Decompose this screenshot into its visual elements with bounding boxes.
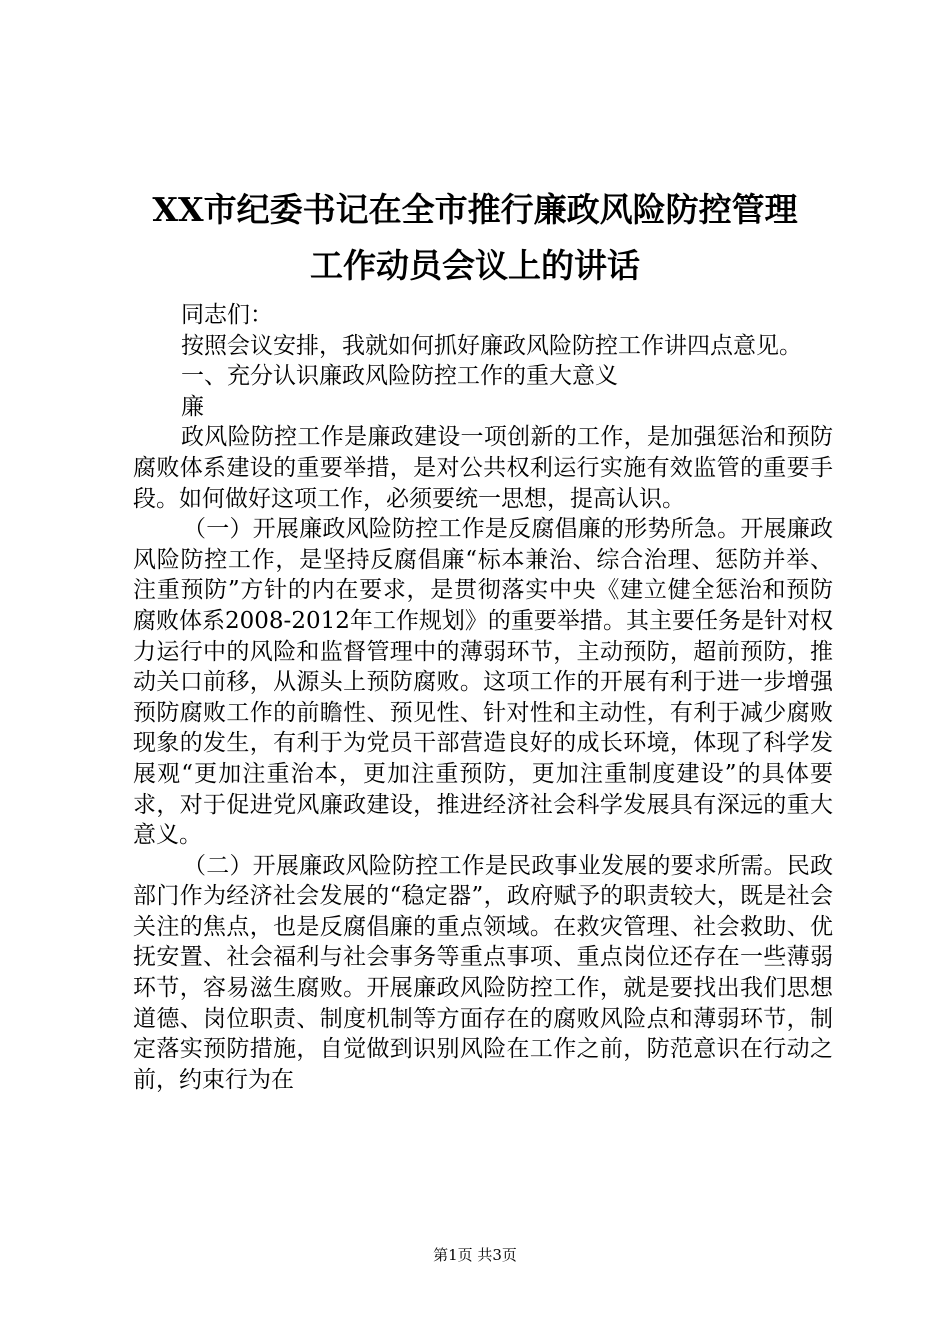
page-number-footer: 第1页 共3页 bbox=[433, 1246, 517, 1264]
section-heading-1: 一、充分认识廉政风险防控工作的重大意义 bbox=[181, 363, 618, 390]
document-body bbox=[133, 300, 833, 1095]
document-title-line-2: 工作动员会议上的讲话 bbox=[310, 246, 640, 285]
body-paragraph: 政风险防控工作是廉政建设一项创新的工作，是加强惩治和预防腐败体系建设的重要举措，是对公共权利运行实施有效监管的重要手段。如何做好这项工作，必须要统一思想，提高认识。 bbox=[133, 424, 833, 512]
paragraph-fragment: 廉 bbox=[181, 393, 204, 420]
body-paragraph: （一）开展廉政风险防控工作是反腐倡廉的形势所急。开展廉政风险防控工作，是坚持反腐倡廉“标本兼治、综合治理、惩防并举、注重预防”方针的内在要求，是贯彻落实中央《建立健全惩治和预防腐败体系2008-2012年工作规划》的重要举措。其主要任务是针对权力运行中的风险和监督管理中的薄弱环节，主动预防，超前预防，推动关口前移，从源头上预防腐败。这项工作的开展有利于进一步增强预防腐败工作的前瞻性、预见性、针对性和主动性，有利于减少腐败现象的发生，有利于为党员干部营造良好的成长环境，体现了科学发展观“更加注重治本，更加注重预防，更加注重制度建设”的具体要求，对于促进党风廉政建设，推进经济社会科学发展具有深远的重大意义。 bbox=[133, 516, 833, 849]
salutation: 同志们： bbox=[181, 302, 273, 328]
intro-paragraph: 按照会议安排，我就如何抓好廉政风险防控工作讲四点意见。 bbox=[181, 332, 802, 359]
body-paragraph: （二）开展廉政风险防控工作是民政事业发展的要求所需。民政部门作为经济社会发展的“稳定器”，政府赋予的职责较大，既是社会关注的焦点，也是反腐倡廉的重点领域。在救灾管理、社会救助、优抚安置、社会福利与社会事务等重点事项、重点岗位还存在一些薄弱环节，容易滋生腐败。开展廉政风险防控工作，就是要找出我们思想道德、岗位职责、制度机制等方面存在的腐败风险点和薄弱环节，制定落实预防措施，自觉做到识别风险在工作之前，防范意识在行动之前，约束行为在 bbox=[133, 852, 833, 1093]
document-title-line-1: XX市纪委书记在全市推行廉政风险防控管理 bbox=[152, 190, 798, 229]
